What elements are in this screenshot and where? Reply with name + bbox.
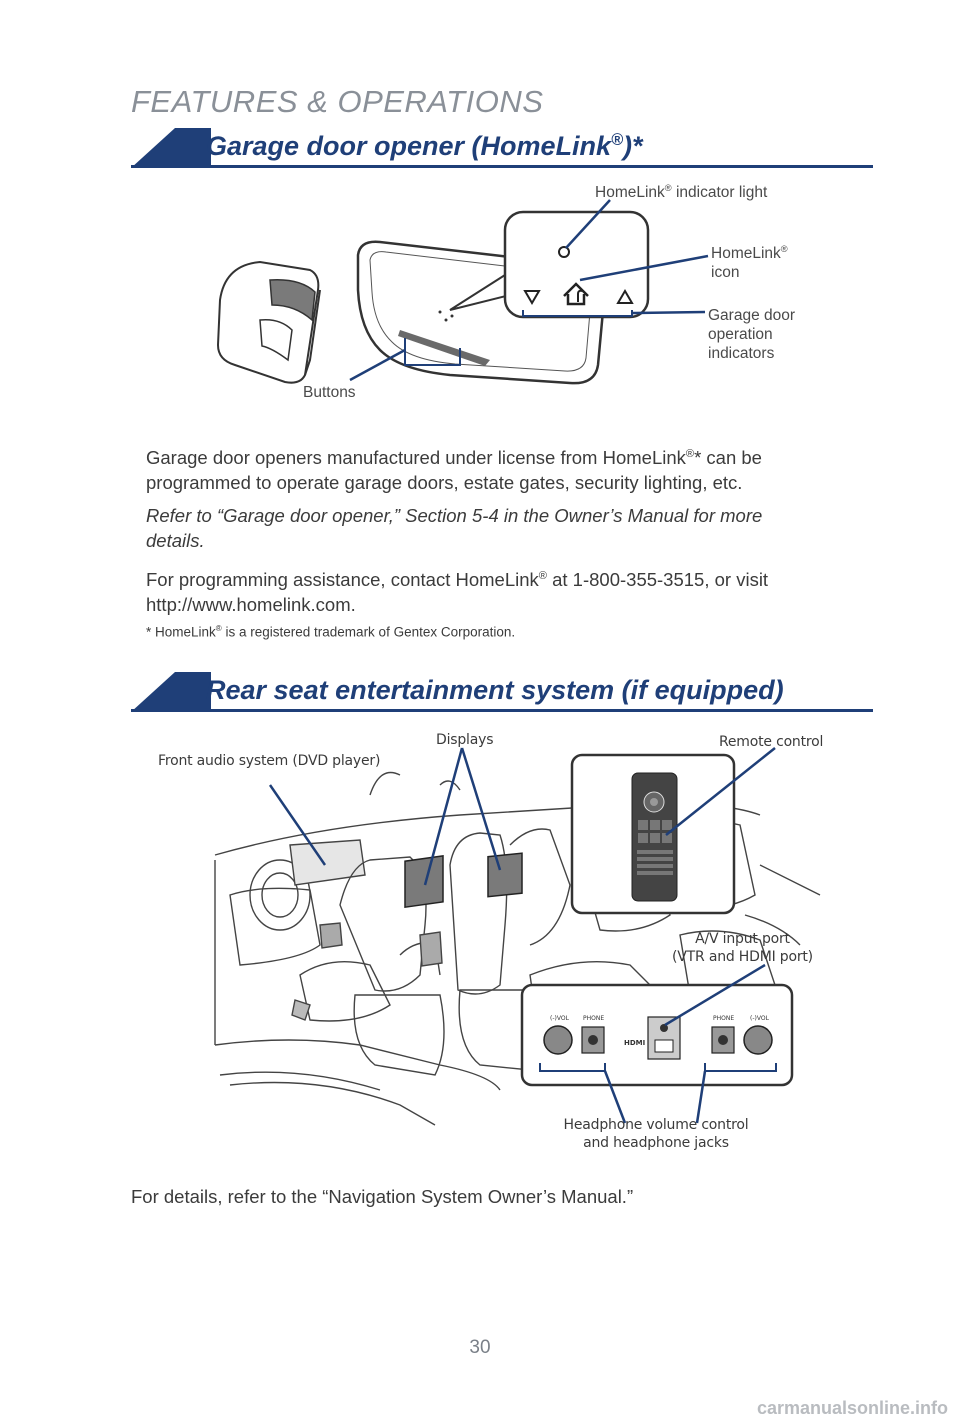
section-wedge bbox=[131, 672, 211, 712]
section-rule bbox=[131, 709, 873, 712]
mirror-mount bbox=[218, 262, 320, 383]
rear-display-left bbox=[405, 856, 443, 907]
av-input-port bbox=[648, 1017, 680, 1059]
callout-homelink-icon: HomeLink® icon bbox=[711, 244, 788, 282]
rear-display-right bbox=[488, 853, 522, 897]
callout-remote-control: Remote control bbox=[719, 734, 824, 750]
panel-label-vol-right: (-)VOL bbox=[750, 1015, 769, 1022]
panel-label-phone-left: PHONE bbox=[583, 1015, 605, 1022]
volume-knob-left bbox=[544, 1026, 572, 1054]
callout-displays: Displays bbox=[436, 732, 494, 748]
callout-buttons: Buttons bbox=[303, 384, 356, 401]
section-header-garage bbox=[131, 128, 873, 168]
callout-indicator-light: HomeLink® indicator light bbox=[595, 183, 768, 202]
page-number: 30 bbox=[469, 1337, 491, 1358]
section-wedge bbox=[131, 128, 211, 168]
panel-label-vol-left: (-)VOL bbox=[550, 1015, 569, 1022]
section-title-garage: Garage door opener (HomeLink®)* bbox=[206, 131, 643, 161]
page-header: FEATURES & OPERATIONS bbox=[131, 84, 544, 119]
callout-garage-door-indicators: Garage door operation indicators bbox=[708, 307, 796, 362]
panel-label-phone-right: PHONE bbox=[713, 1015, 735, 1022]
callout-headphone: Headphone volume control and headphone jacks bbox=[563, 1117, 749, 1151]
callout-front-audio: Front audio system (DVD player) bbox=[158, 753, 381, 769]
paragraph-programming: For programming assistance, contact HomeLink® at 1-800-355-3515, or visit http://www.homelink.com. bbox=[146, 569, 769, 616]
section-rule bbox=[131, 165, 873, 168]
footnote-trademark: * HomeLink® is a registered trademark of Gentex Corporation. bbox=[146, 624, 516, 640]
jack-panel-box bbox=[522, 985, 792, 1085]
paragraph-refer: Refer to “Garage door opener,” Section 5-4 in the Owner’s Manual for more details. bbox=[146, 505, 763, 551]
watermark: carmanualsonline.info bbox=[756, 1398, 948, 1418]
callout-av-input: A/V input port (VTR and HDMI port) bbox=[672, 931, 813, 965]
mirror-illustration bbox=[200, 170, 840, 410]
volume-knob-right bbox=[744, 1026, 772, 1054]
remote-control-box bbox=[572, 755, 734, 913]
section-title-rear-seat: Rear seat entertainment system (if equipped) bbox=[206, 675, 784, 705]
paragraph-details: For details, refer to the “Navigation System Owner’s Manual.” bbox=[131, 1186, 634, 1207]
panel-label-hdmi: HDMI bbox=[624, 1039, 646, 1047]
section-header-rear-seat bbox=[131, 672, 873, 712]
paragraph-license: Garage door openers manufactured under license from HomeLink®* can be programmed to operate garage doors, estate gates, security lighting, etc. bbox=[146, 447, 762, 494]
